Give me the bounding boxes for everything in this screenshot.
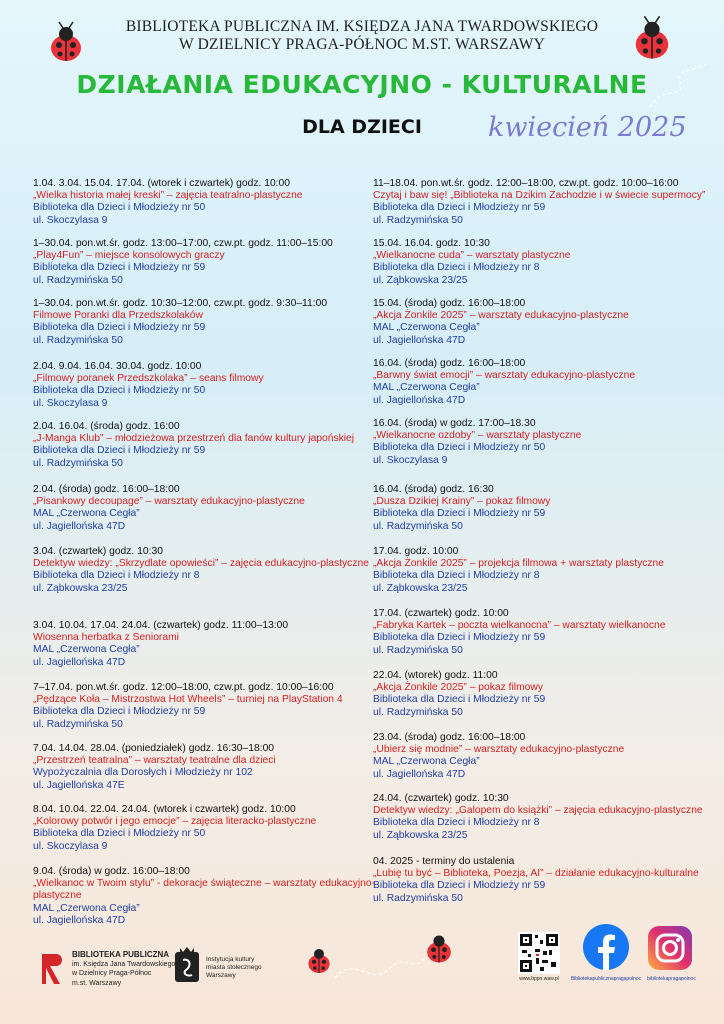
event-date: 2.04. 9.04. 16.04. 30.04. godz. 10:00 bbox=[33, 361, 202, 372]
event-date: 15.04. 16.04. godz. 10:30 bbox=[373, 238, 490, 249]
event-venue: Biblioteka dla Dzieci i Młodzieży nr 59 bbox=[33, 262, 206, 274]
event-address: ul. Jagiellońska 47D bbox=[373, 394, 466, 406]
event-title: „Fabryka Kartek – poczta wielkanocna” – warsztaty wielkanocne bbox=[373, 620, 666, 632]
event-title: „Wielkanocne ozdoby” – warsztaty plastyczne bbox=[373, 430, 582, 442]
event-venue: Biblioteka dla Dzieci i Młodzieży nr 50 bbox=[373, 442, 546, 454]
event-venue: MAL „Czerwona Cegła” bbox=[33, 508, 140, 520]
event-entry bbox=[373, 856, 723, 905]
organization-name bbox=[0, 18, 724, 54]
event-address: ul. Radzymińska 50 bbox=[33, 457, 123, 469]
event-address: ul. Radzymińska 50 bbox=[373, 520, 463, 532]
event-venue: Biblioteka dla Dzieci i Młodzieży nr 59 bbox=[33, 445, 206, 457]
event-address: ul. Radzymińska 50 bbox=[373, 214, 463, 226]
event-address: ul. Ząbkowska 23/25 bbox=[373, 829, 468, 841]
page-title: DZIAŁANIA EDUKACYJNO - KULTURALNE bbox=[76, 70, 648, 99]
event-entry bbox=[373, 418, 723, 467]
org-line-2: W DZIELNICY PRAGA-PÓŁNOC M.ST. WARSZAWY bbox=[179, 36, 545, 53]
footer bbox=[0, 944, 724, 1024]
ladybug-icon bbox=[42, 18, 90, 66]
event-address: ul. Skoczylasa 9 bbox=[373, 454, 448, 466]
event-date: 16.04. (środa) godz. 16:00–18:00 bbox=[373, 358, 526, 369]
qr-code-icon[interactable] bbox=[518, 932, 560, 974]
event-address: ul. Skoczylasa 9 bbox=[33, 214, 108, 226]
event-title: Wiosenna herbatka z Seniorami bbox=[33, 632, 179, 644]
qr-caption: www.bppn.waw.pl bbox=[519, 976, 559, 982]
event-address: ul. Jagiellońska 47D bbox=[33, 914, 126, 926]
event-entry bbox=[373, 546, 723, 595]
event-entry bbox=[33, 866, 383, 927]
event-entry bbox=[373, 608, 723, 657]
event-entry bbox=[373, 178, 723, 227]
event-venue: MAL „Czerwona Cegła” bbox=[373, 322, 480, 334]
event-title: „Ubierz się modnie” – warsztaty edukacyjno-plastyczne bbox=[373, 744, 625, 756]
event-address: ul. Jagiellońska 47D bbox=[33, 656, 126, 668]
event-date: 16.04. (środa) w godz. 17:00–18.30 bbox=[373, 418, 536, 429]
event-venue: Biblioteka dla Dzieci i Młodzieży nr 59 bbox=[373, 508, 546, 520]
event-title: „J-Manga Klub” – młodzieżowa przestrzeń dla fanów kultury japońskiej bbox=[33, 433, 355, 445]
event-venue: Biblioteka dla Dzieci i Młodzieży nr 8 bbox=[373, 817, 540, 829]
logo-line-3: w Dzielnicy Praga-Północ bbox=[72, 970, 152, 977]
event-title: „Pisankowy decoupage” – warsztaty edukacyjno-plastyczne bbox=[33, 496, 305, 508]
library-logo-text bbox=[72, 950, 175, 988]
event-title: „Wielka historia małej kreski” – zajęcia teatralno-plastyczne bbox=[33, 190, 303, 202]
event-address: ul. Jagiellońska 47D bbox=[373, 334, 466, 346]
event-venue: Biblioteka dla Dzieci i Młodzieży nr 8 bbox=[373, 262, 540, 274]
event-entry bbox=[373, 793, 723, 842]
event-entry bbox=[33, 298, 383, 347]
event-title: „Filmowy poranek Przedszkolaka” – seans filmowy bbox=[33, 373, 264, 385]
event-date: 22.04. (wtorek) godz. 11:00 bbox=[373, 670, 498, 681]
event-entry bbox=[33, 743, 383, 792]
event-venue: Biblioteka dla Dzieci i Młodzieży nr 50 bbox=[33, 828, 206, 840]
event-entry bbox=[373, 670, 723, 719]
event-venue: Biblioteka dla Dzieci i Młodzieży nr 59 bbox=[33, 706, 206, 718]
event-entry bbox=[33, 361, 383, 410]
event-title: Filmowe Poranki dla Przedszkolaków bbox=[33, 310, 203, 322]
event-title: „Akcja Żonkile 2025” – warsztaty edukacyjno-plastyczne bbox=[373, 310, 629, 322]
institution-line-2: miasta stołecznego bbox=[206, 964, 262, 971]
event-address: ul. Ząbkowska 23/25 bbox=[33, 582, 128, 594]
event-address: ul. Radzymińska 50 bbox=[33, 334, 123, 346]
event-entry bbox=[33, 804, 383, 853]
event-date: 17.04. (czwartek) godz. 10:00 bbox=[373, 608, 509, 619]
event-entry bbox=[373, 484, 723, 533]
event-venue: Biblioteka dla Dzieci i Młodzieży nr 8 bbox=[33, 570, 200, 582]
event-entry bbox=[33, 682, 383, 731]
event-venue: Biblioteka dla Dzieci i Młodzieży nr 50 bbox=[33, 385, 206, 397]
event-date: 1–30.04. pon.wt.śr. godz. 10:30–12:00, czw.pt. godz. 9:30–11:00 bbox=[33, 298, 328, 309]
logo-line-4: m.st. Warszawy bbox=[72, 979, 122, 987]
event-venue: Biblioteka dla Dzieci i Młodzieży nr 59 bbox=[373, 632, 546, 644]
event-date: 15.04. (środa) godz. 16:00–18:00 bbox=[373, 298, 526, 309]
event-date: 04. 2025 - terminy do ustalenia bbox=[373, 856, 515, 867]
flight-path-decoration bbox=[640, 62, 710, 112]
event-venue: Biblioteka dla Dzieci i Młodzieży nr 8 bbox=[373, 570, 540, 582]
event-title: Detektyw wiedzy: „Galopem do książki” – zajęcia edukacyjno-plastyczne bbox=[373, 805, 703, 817]
flight-path-decoration bbox=[330, 948, 430, 988]
event-title: „Akcja Żonkile 2025” – projekcja filmowa + warsztaty plastyczne bbox=[373, 558, 665, 570]
event-title: Czytaj i baw się! „Biblioteka na Dzikim Zachodzie i w świecie supermocy” bbox=[373, 190, 706, 202]
institution-line-3: Warszawy bbox=[206, 972, 236, 979]
event-date: 3.04. 10.04. 17.04. 24.04. (czwartek) godz. 11:00–13:00 bbox=[33, 620, 289, 631]
event-address: ul. Jagiellońska 47D bbox=[373, 768, 466, 780]
event-title: „Akcja Żonkile 2025” – pokaz filmowy bbox=[373, 682, 543, 694]
event-entry bbox=[33, 421, 383, 470]
event-date: 23.04. (środa) godz. 16:00–18:00 bbox=[373, 732, 526, 743]
event-title: „Lubię tu być – Biblioteka, Poezja, AI” – działanie edukacyjno-kulturalne bbox=[373, 868, 699, 880]
event-entry bbox=[33, 238, 383, 287]
page-subtitle: DLA DZIECI bbox=[302, 116, 422, 138]
event-address: ul. Ząbkowska 23/25 bbox=[373, 274, 468, 286]
event-date: 8.04. 10.04. 22.04. 24.04. (wtorek i czwartek) godz. 10:00 bbox=[33, 804, 296, 815]
event-address: ul. Jagiellońska 47D bbox=[33, 520, 126, 532]
event-date: 17.04. godz. 10:00 bbox=[373, 546, 459, 557]
event-venue: Biblioteka dla Dzieci i Młodzieży nr 50 bbox=[33, 202, 206, 214]
event-entry bbox=[33, 178, 383, 227]
event-entry bbox=[33, 546, 383, 595]
event-title: „Dusza Dzikiej Krainy” – pokaz filmowy bbox=[373, 496, 551, 508]
event-date: 2.04. (środa) godz. 16:00–18:00 bbox=[33, 484, 180, 495]
library-logo-icon bbox=[40, 952, 68, 986]
event-date: 1.04. 3.04. 15.04. 17.04. (wtorek i czwartek) godz. 10:00 bbox=[33, 178, 290, 189]
event-address: ul. Radzymińska 50 bbox=[33, 274, 123, 286]
event-title: „Play4Fun” – miejsce konsolowych graczy bbox=[33, 250, 225, 262]
event-venue: Biblioteka dla Dzieci i Młodzieży nr 59 bbox=[373, 202, 546, 214]
event-venue: Biblioteka dla Dzieci i Młodzieży nr 59 bbox=[373, 880, 546, 892]
event-venue: MAL „Czerwona Cegła” bbox=[373, 382, 480, 394]
instagram-caption: bibliotekapragapolnoc bbox=[647, 976, 696, 982]
event-title: „Kolorowy potwór i jego emocje” – zajęcia literacko-plastyczne bbox=[33, 816, 317, 828]
institution-line-1: Instytucja kultury bbox=[206, 956, 255, 963]
month-label: kwiecień 2025 bbox=[488, 112, 687, 143]
event-date: 24.04. (czwartek) godz. 10:30 bbox=[373, 793, 509, 804]
event-venue: Biblioteka dla Dzieci i Młodzieży nr 59 bbox=[373, 694, 546, 706]
event-date: 7–17.04. pon.wt.śr. godz. 12:00–18:00, czw.pt. godz. 10:00–16:00 bbox=[33, 682, 334, 693]
event-title: „Barwny świat emocji” – warsztaty edukacyjno-plastyczne bbox=[373, 370, 636, 382]
event-entry bbox=[373, 238, 723, 287]
event-date: 9.04. (środa) w godz. 16:00–18:00 bbox=[33, 866, 190, 877]
event-date: 3.04. (czwartek) godz. 10:30 bbox=[33, 546, 163, 557]
instagram-icon[interactable] bbox=[648, 926, 692, 970]
event-date: 1–30.04. pon.wt.śr. godz. 13:00–17:00, czw.pt. godz. 11:00–15:00 bbox=[33, 238, 333, 249]
event-address: ul. Radzymińska 50 bbox=[373, 892, 463, 904]
warsaw-mermaid-icon bbox=[172, 944, 202, 984]
logo-line-2: im. Księdza Jana Twardowskiego bbox=[72, 960, 176, 968]
org-line-1: BIBLIOTEKA PUBLICZNA IM. KSIĘDZA JANA TWARDOWSKIEGO bbox=[125, 18, 599, 35]
event-address: ul. Skoczylasa 9 bbox=[33, 840, 108, 852]
event-venue: MAL „Czerwona Cegła” bbox=[373, 756, 480, 768]
event-date: 7.04. 14.04. 28.04. (poniedziałek) godz. 16:30–18:00 bbox=[33, 743, 275, 754]
ladybug-icon bbox=[626, 12, 678, 64]
event-date: 16.04. (środa) godz. 16:30 bbox=[373, 484, 494, 495]
event-title: „Wielkanoc w Twoim stylu” - dekoracje świąteczne – warsztaty edukacyjno-plastyczne bbox=[33, 878, 376, 902]
event-title: „Wielkanocne cuda” – warsztaty plastyczne bbox=[373, 250, 571, 262]
event-entry bbox=[373, 298, 723, 347]
event-date: 11–18.04. pon.wt.śr. godz. 12:00–18:00, czw.pt. godz. 10:00–16:00 bbox=[373, 178, 679, 189]
event-title: „Przestrzeń teatralna” – warsztaty teatralne dla dzieci bbox=[33, 755, 276, 767]
event-venue: MAL „Czerwona Cegła” bbox=[33, 644, 140, 656]
event-address: ul. Ząbkowska 23/25 bbox=[373, 582, 468, 594]
event-address: ul. Skoczylasa 9 bbox=[33, 397, 108, 409]
institution-text bbox=[206, 956, 262, 980]
event-title: „Pędzące Koła – Mistrzostwa Hot Wheels” – turniej na PlayStation 4 bbox=[33, 694, 343, 706]
event-entry bbox=[373, 732, 723, 781]
event-venue: Wypożyczalnia dla Dorosłych i Młodzieży nr 102 bbox=[33, 767, 253, 779]
event-address: ul. Radzymińska 50 bbox=[373, 706, 463, 718]
logo-name: BIBLIOTEKA PUBLICZNA bbox=[72, 950, 170, 959]
event-address: ul. Radzymińska 50 bbox=[33, 718, 123, 730]
event-address: ul. Radzymińska 50 bbox=[373, 644, 463, 656]
event-title: Detektyw wiedzy: „Skrzydlate opowieści” – zajęcia edukacyjno-plastyczne bbox=[33, 558, 369, 570]
event-entry bbox=[33, 484, 383, 533]
event-address: ul. Jagiellońska 47E bbox=[33, 779, 125, 791]
event-entry bbox=[373, 358, 723, 407]
event-venue: MAL „Czerwona Cegła” bbox=[33, 902, 140, 914]
event-date: 2.04. 16.04. (środa) godz. 16:00 bbox=[33, 421, 180, 432]
event-entry bbox=[33, 620, 383, 669]
facebook-caption: Bibliotekapublicznapragapolnoc bbox=[570, 976, 642, 982]
event-venue: Biblioteka dla Dzieci i Młodzieży nr 59 bbox=[33, 322, 206, 334]
facebook-icon[interactable] bbox=[583, 924, 629, 970]
